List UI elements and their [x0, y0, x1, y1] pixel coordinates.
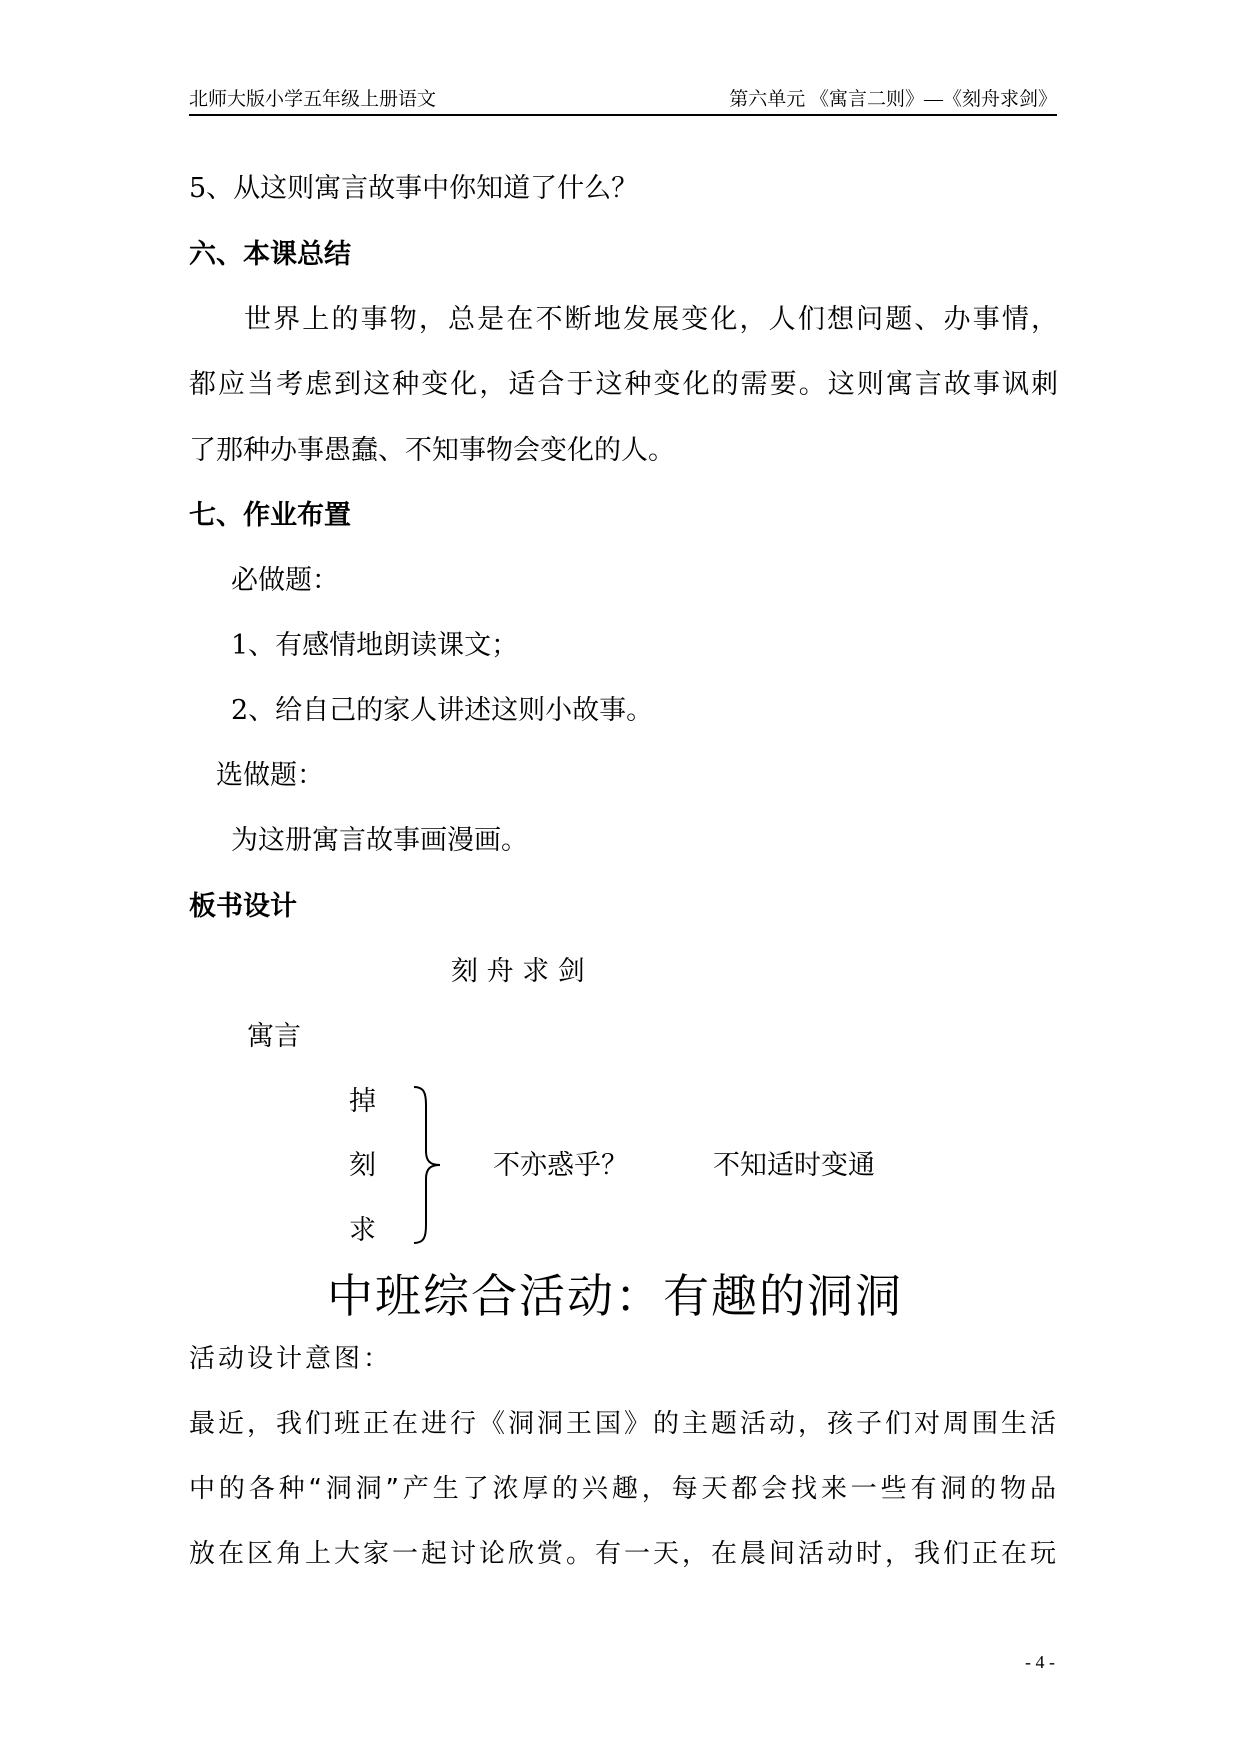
second-doc-intent-label: 活动设计意图： [189, 1344, 393, 1374]
board-step-2: 刻 [349, 1150, 376, 1181]
second-doc-title: 中班综合活动：有趣的洞洞 [327, 1269, 903, 1323]
second-doc-paragraph-line-3: 放在区角上大家一起讨论欣赏。有一天，在晨间活动时，我们正在玩 [189, 1539, 1058, 1569]
section-6-paragraph-line-2: 都应当考虑到这种变化，适合于这种变化的需要。这则寓言故事讽刺 [189, 369, 1058, 400]
header-left: 北师大版小学五年级上册语文 [189, 89, 437, 110]
second-doc-paragraph-line-2: 中的各种“洞洞”产生了浓厚的兴趣，每天都会找来一些有洞的物品 [189, 1474, 1058, 1504]
board-title: 刻 舟 求 剑 [451, 956, 585, 987]
board-step-1: 掉 [349, 1086, 376, 1117]
board-question: 不亦惑乎？ [493, 1150, 628, 1181]
board-step-3: 求 [349, 1215, 376, 1246]
board-genre: 寓言 [247, 1021, 301, 1052]
section-6-title: 六、本课总结 [189, 239, 351, 270]
header-right: 第六单元 《寓言二则》—《刻舟求剑》 [729, 89, 1057, 110]
question-5: 5、从这则寓言故事中你知道了什么？ [189, 173, 639, 204]
section-7-title: 七、作业布置 [189, 500, 351, 531]
required-item-1: 1、有感情地朗读课文； [231, 630, 519, 661]
board-conclusion: 不知适时变通 [713, 1150, 875, 1181]
required-item-2: 2、给自己的家人讲述这则小故事。 [231, 695, 654, 726]
second-doc-paragraph-line-1: 最近，我们班正在进行《洞洞王国》的主题活动，孩子们对周围生活 [189, 1409, 1058, 1439]
header-rule [189, 114, 1057, 116]
optional-item-1: 为这册寓言故事画漫画。 [231, 825, 528, 856]
curly-brace-icon [412, 1085, 442, 1245]
board-design-title: 板书设计 [189, 891, 297, 922]
section-6-paragraph-line-1: 世界上的事物，总是在不断地发展变化，人们想问题、办事情， [244, 304, 1058, 335]
page-number: - 4 - [1025, 1652, 1055, 1672]
required-label: 必做题： [231, 565, 339, 596]
optional-label: 选做题： [216, 760, 324, 791]
section-6-paragraph-line-3: 了那种办事愚蠢、不知事物会变化的人。 [189, 435, 675, 466]
